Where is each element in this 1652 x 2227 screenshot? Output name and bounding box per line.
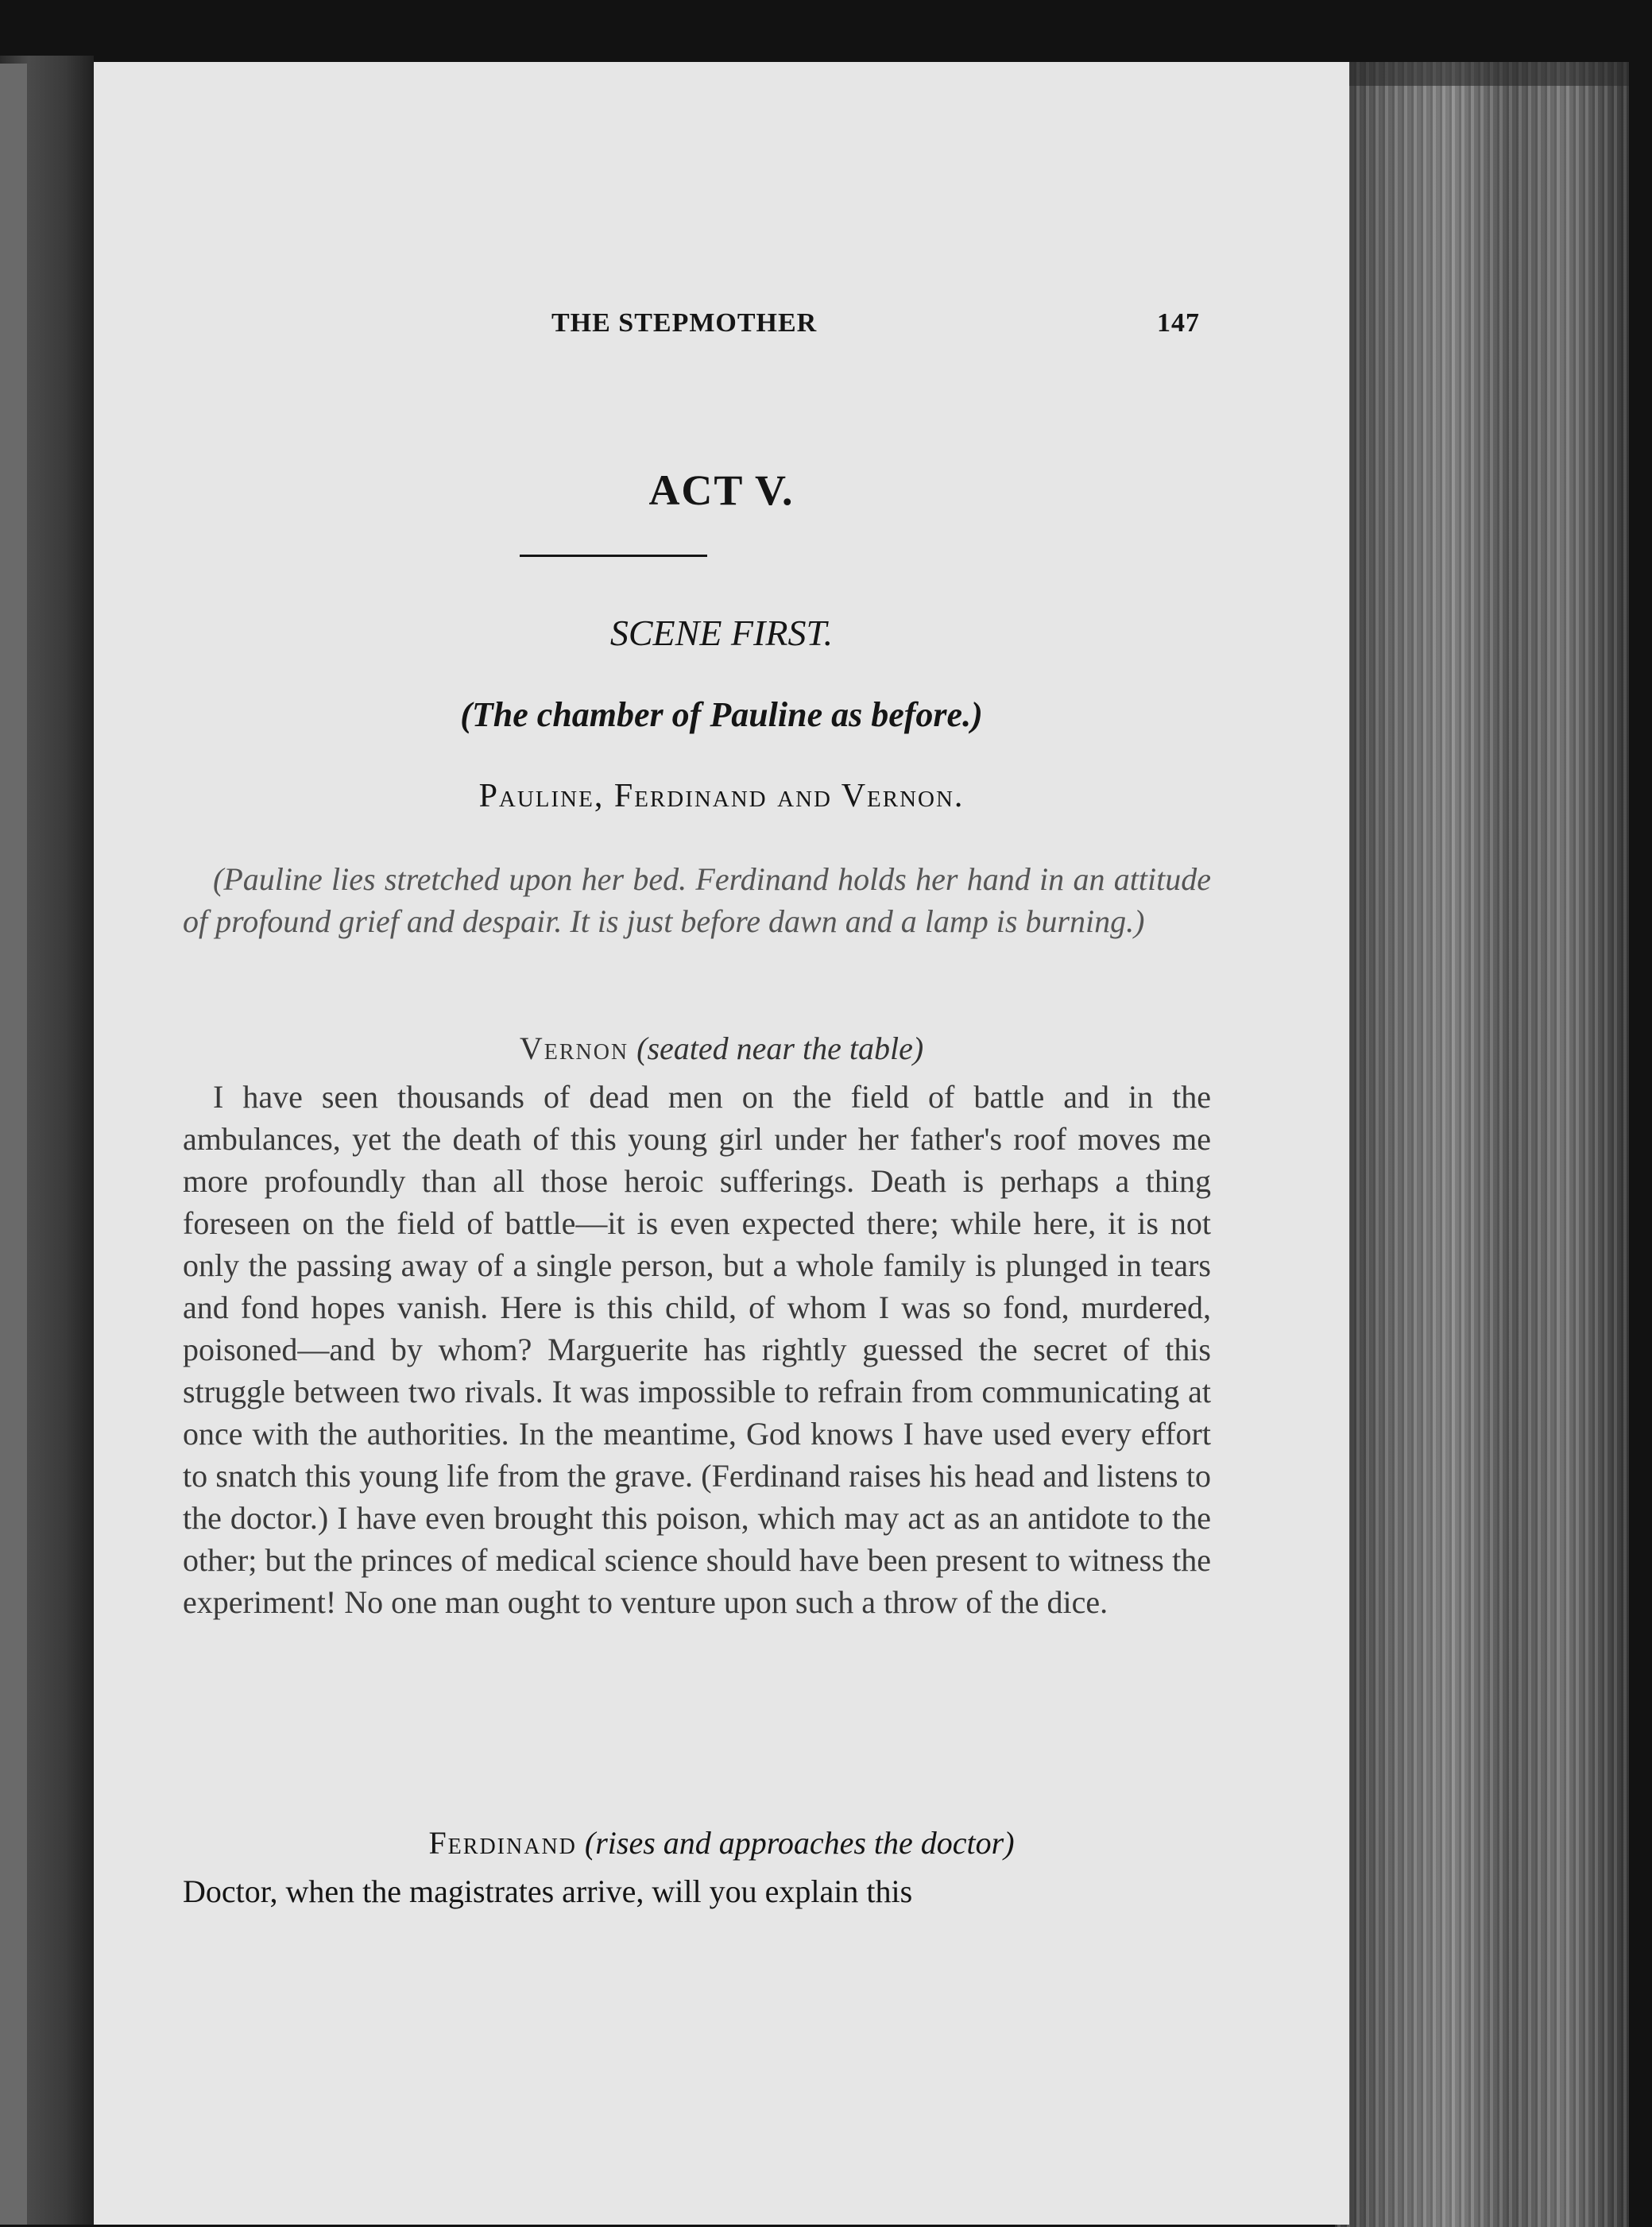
act-divider-rule: [520, 555, 707, 557]
book-page: [94, 62, 1349, 2225]
fore-edge-shadow: [1335, 62, 1629, 86]
act-heading: ACT V.: [648, 466, 795, 514]
speaker-direction: (rises and approaches the doctor): [584, 1825, 1015, 1861]
page-number: 147: [1157, 308, 1200, 338]
speaker-name: Vernon: [519, 1030, 629, 1066]
speaker-direction: (seated near the table): [636, 1030, 924, 1066]
speaker-heading: [94, 1030, 1349, 1067]
speaker-name: Ferdinand: [428, 1825, 577, 1861]
left-page-strip: [0, 64, 27, 2225]
speaker-heading: [94, 1824, 1349, 1862]
characters-list: Pauline, Ferdinand and Vernon.: [478, 778, 965, 814]
running-head: [456, 308, 1200, 340]
speech-text: I have seen thousands of dead men on the field of battle and in the ambulances, yet the death of this young girl under her father's roof moves me more profoundly than all those heroic sufferings. Death is perhaps a thing foreseen on the field of battle—it is even expected there; while here, it is not only the passing away of a single person, but a whole family is plunged in tears and fond hopes vanish. Here is this child, of whom I was so fond, murdered, poisoned—and by whom? Marguerite has rightly guessed the secret of this struggle between two rivals. It was impossible to refrain from communicating at once with the authorities. In the meantime, God knows I have used every effort to snatch this young life from the grave. (Ferdinand raises his head and listens to the doctor.) I have even brought this poison, which may act as an antidote to the other; but the princes of medical science should have been present to witness the experiment! No one man ought to venture upon such a throw of the dice.: [183, 1079, 1211, 1620]
speech-text: Doctor, when the magistrates arrive, will you explain this: [183, 1873, 913, 1909]
scene-setting: (The chamber of Pauline as before.): [460, 695, 983, 734]
scene-heading: SCENE FIRST.: [609, 613, 834, 653]
stage-direction: (Pauline lies stretched upon her bed. Ferdinand holds her hand in an attitude of profound grief and despair. It is just before dawn and a lamp is burning.): [183, 861, 1211, 939]
running-title: THE STEPMOTHER: [551, 308, 818, 338]
book-fore-edge: [1335, 62, 1629, 2227]
